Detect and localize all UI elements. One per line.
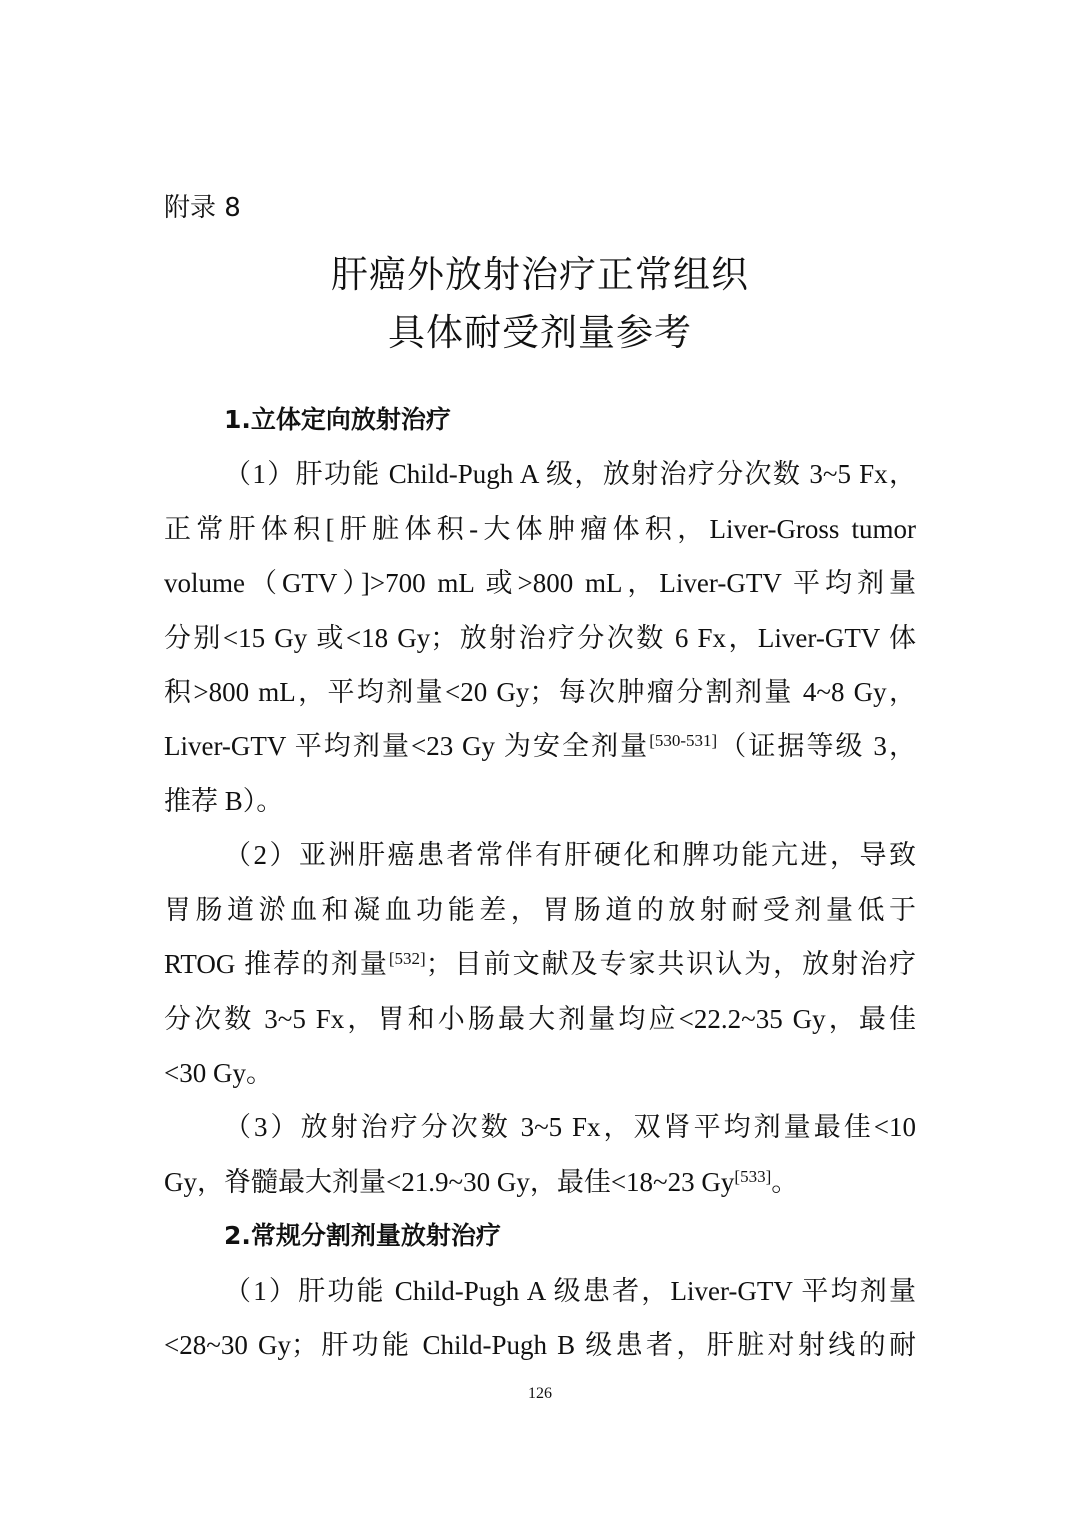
s1-p1-line-5: 积>800 mL，平均剂量<20 Gy；每次肿瘤分割剂量 4~8 Gy， xyxy=(164,677,916,707)
page-title-line-1: 肝癌外放射治疗正常组织 xyxy=(331,253,749,296)
s1-p1-line-6-tail: （证据等级 3， xyxy=(717,731,916,761)
s1-p1-line-2: 正常肝体积[肝脏体积-大体肿瘤体积，Liver-Gross tumor xyxy=(164,514,916,544)
s1-p1-line-1: （1）肝功能 Child-Pugh A 级，放射治疗分次数 3~5 Fx， xyxy=(224,459,916,489)
page-title-line-2: 具体耐受剂量参考 xyxy=(388,311,692,354)
appendix-label: 附录 8 xyxy=(164,193,241,223)
s2-p1-line-2: <28~30 Gy；肝功能 Child-Pugh B 级患者，肝脏对射线的耐 xyxy=(164,1330,916,1360)
citation-532: [532] xyxy=(388,949,426,968)
s1-p1-line-7: 推荐 B）。 xyxy=(164,786,284,816)
s1-p1-line-3: volume（GTV）]>700 mL 或>800 mL，Liver-GTV 平均剂量 xyxy=(164,568,916,598)
s1-p2-line-3 xyxy=(164,944,916,984)
s2-p1-line-1: （1）肝功能 Child-Pugh A 级患者，Liver-GTV 平均剂量 xyxy=(224,1276,916,1306)
section-2-heading: 2.常规分割剂量放射治疗 xyxy=(224,1221,501,1250)
s1-p2-line-5: <30 Gy。 xyxy=(164,1058,273,1088)
s1-p2-line-2: 胃肠道淤血和凝血功能差，胃肠道的放射耐受剂量低于 xyxy=(164,895,916,925)
page-number: 126 xyxy=(528,1385,552,1402)
s1-p2-line-3-tail: ；目前文献及专家共识认为，放射治疗 xyxy=(425,949,916,979)
s1-p3-line-1: （3）放射治疗分次数 3~5 Fx，双肾平均剂量最佳<10 xyxy=(224,1112,916,1142)
citation-533: [533] xyxy=(734,1167,772,1186)
s1-p2-line-1: （2）亚洲肝癌患者常伴有肝硬化和脾功能亢进，导致 xyxy=(224,840,916,870)
section-1-heading: 1.立体定向放射治疗 xyxy=(224,405,451,434)
s1-p3-line-2-text: Gy，脊髓最大剂量<21.9~30 Gy，最佳<18~23 Gy xyxy=(164,1167,735,1197)
s1-p1-line-6-text: Liver-GTV 平均剂量<23 Gy 为安全剂量 xyxy=(164,731,650,761)
s1-p2-line-4: 分次数 3~5 Fx，胃和小肠最大剂量均应<22.2~35 Gy，最佳 xyxy=(164,1004,916,1034)
s1-p1-line-4: 分别<15 Gy 或<18 Gy；放射治疗分次数 6 Fx，Liver-GTV 体 xyxy=(164,623,916,653)
citation-530-531: [530-531] xyxy=(649,731,718,750)
s1-p3-line-2 xyxy=(164,1162,916,1202)
s1-p3-line-2-tail: 。 xyxy=(771,1167,799,1197)
s1-p1-line-6 xyxy=(164,726,916,766)
s1-p2-line-3-text: RTOG 推荐的剂量 xyxy=(164,949,389,979)
